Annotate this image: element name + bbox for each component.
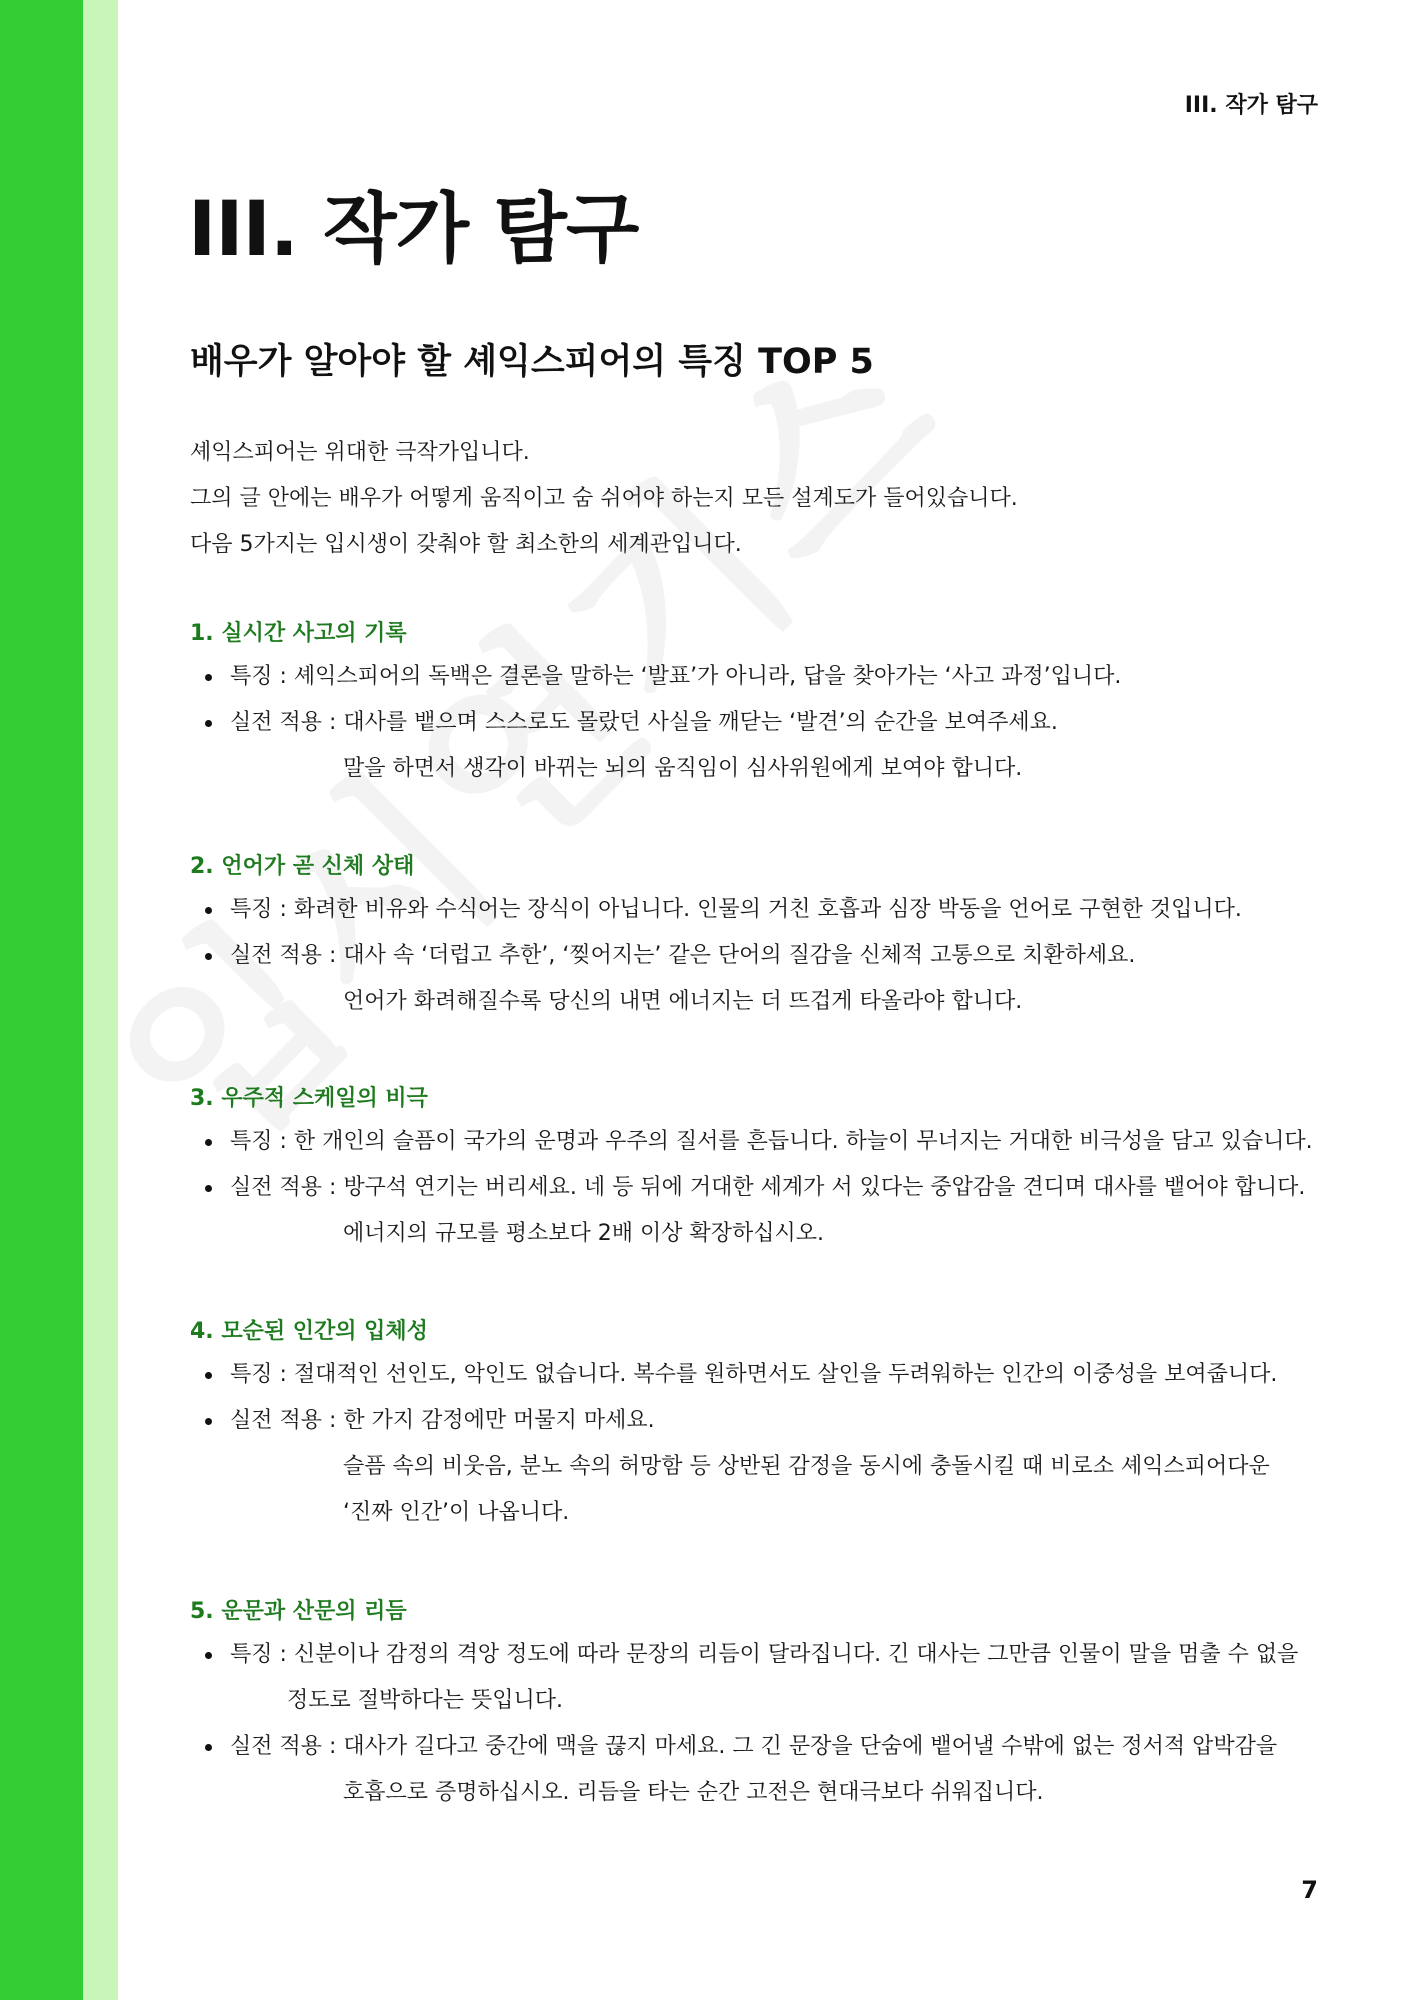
bullet-dot bbox=[205, 1372, 212, 1379]
practice-text: 실전 적용 : 대사가 길다고 중간에 맥을 끊지 마세요. 그 긴 문장을 단숨에 뱉어낼 수밖에 없는 정서적 압박감을 bbox=[230, 1734, 1278, 1759]
practice-text: 실전 적용 : 대사를 뱉으며 스스로도 몰랐던 사실을 깨닫는 ‘발견’의 순간을 보여주세요. bbox=[230, 710, 1058, 735]
page-title: III. 작가 탐구 bbox=[188, 184, 639, 273]
feature-text: 특징 : 신분이나 감정의 격앙 정도에 따라 문장의 리듬이 달라집니다. 긴 대사는 그만큼 인물이 말을 멈출 수 없을 bbox=[230, 1642, 1299, 1667]
bullet-dot bbox=[205, 1139, 212, 1146]
feature-text: 특징 : 화려한 비유와 수식어는 장식이 아닙니다. 인물의 거친 호흡과 심장 박동을 언어로 구현한 것입니다. bbox=[230, 897, 1242, 922]
feature-list bbox=[190, 614, 1340, 1816]
bullet-dot bbox=[205, 1652, 212, 1659]
practice-text: 실전 적용 : 대사 속 ‘더럽고 추한’, ‘찢어지는’ 같은 단어의 질감을 신체적 고통으로 치환하세요. bbox=[230, 943, 1136, 968]
feature-section bbox=[190, 1312, 1340, 1592]
bullet-dot bbox=[205, 1418, 212, 1425]
feature-continuation: 정도로 절박하다는 뜻입니다. bbox=[287, 1688, 564, 1713]
intro-line: 다음 5가지는 입시생이 갖춰야 할 최소한의 세계관입니다. bbox=[190, 532, 742, 557]
intro-line: 그의 글 안에는 배우가 어떻게 움직이고 숨 쉬어야 하는지 모든 설계도가 들어있습니다. bbox=[190, 486, 1018, 511]
section-subtitle: 배우가 알아야 할 셰익스피어의 특징 TOP 5 bbox=[190, 342, 874, 382]
feature-bullet bbox=[190, 887, 1340, 933]
bullet-dot bbox=[205, 953, 212, 960]
feature-section bbox=[190, 1592, 1340, 1816]
practice-text: 실전 적용 : 방구석 연기는 버리세요. 네 등 뒤에 거대한 세계가 서 있다는 중압감을 견디며 대사를 뱉어야 합니다. bbox=[230, 1175, 1306, 1200]
intro-paragraph bbox=[190, 430, 1320, 568]
page-number: 7 bbox=[1301, 1876, 1318, 1904]
feature-section bbox=[190, 1079, 1340, 1312]
practice-bullet bbox=[190, 1724, 1340, 1816]
practice-bullet bbox=[190, 1165, 1340, 1257]
bullet-dot bbox=[205, 720, 212, 727]
intro-line: 셰익스피어는 위대한 극작가입니다. bbox=[190, 440, 530, 465]
feature-bullet bbox=[190, 1119, 1340, 1165]
bullet-dot bbox=[205, 1185, 212, 1192]
practice-continuation: 슬픔 속의 비웃음, 분노 속의 허망함 등 상반된 감정을 동시에 충돌시킬 때 비로소 셰익스피어다운 bbox=[343, 1454, 1270, 1479]
feature-bullet bbox=[190, 1352, 1340, 1398]
feature-section-title: 1. 실시간 사고의 기록 bbox=[190, 621, 407, 646]
feature-section-title: 5. 운문과 산문의 리듬 bbox=[190, 1599, 407, 1624]
bullet-dot bbox=[205, 674, 212, 681]
practice-continuation: 에너지의 규모를 평소보다 2배 이상 확장하십시오. bbox=[343, 1221, 824, 1246]
feature-section-title: 2. 언어가 곧 신체 상태 bbox=[190, 854, 415, 879]
feature-text: 특징 : 절대적인 선인도, 악인도 없습니다. 복수를 원하면서도 살인을 두려워하는 인간의 이중성을 보여줍니다. bbox=[230, 1362, 1278, 1387]
feature-bullet bbox=[190, 1632, 1340, 1724]
practice-text: 실전 적용 : 한 가지 감정에만 머물지 마세요. bbox=[230, 1408, 655, 1433]
feature-text: 특징 : 한 개인의 슬픔이 국가의 운명과 우주의 질서를 흔듭니다. 하늘이 무너지는 거대한 비극성을 담고 있습니다. bbox=[230, 1129, 1313, 1154]
running-header: III. 작가 탐구 bbox=[1184, 93, 1318, 118]
feature-section bbox=[190, 614, 1340, 847]
feature-bullet bbox=[190, 654, 1340, 700]
feature-section-title: 4. 모순된 인간의 입체성 bbox=[190, 1319, 428, 1344]
practice-bullet bbox=[190, 933, 1340, 1025]
feature-text: 특징 : 셰익스피어의 독백은 결론을 말하는 ‘발표’가 아니라, 답을 찾아가는 ‘사고 과정’입니다. bbox=[230, 664, 1122, 689]
bullet-dot bbox=[205, 907, 212, 914]
bullet-dot bbox=[205, 1744, 212, 1751]
practice-continuation: 언어가 화려해질수록 당신의 내면 에너지는 더 뜨겁게 타올라야 합니다. bbox=[343, 989, 1023, 1014]
feature-section bbox=[190, 847, 1340, 1079]
practice-continuation: ‘진짜 인간’이 나옵니다. bbox=[343, 1500, 570, 1525]
practice-continuation: 호흡으로 증명하십시오. 리듬을 타는 순간 고전은 현대극보다 쉬워집니다. bbox=[343, 1780, 1044, 1805]
practice-bullet bbox=[190, 1398, 1340, 1536]
feature-section-title: 3. 우주적 스케일의 비극 bbox=[190, 1086, 428, 1111]
practice-continuation: 말을 하면서 생각이 바뀌는 뇌의 움직임이 심사위원에게 보여야 합니다. bbox=[343, 756, 1023, 781]
practice-bullet bbox=[190, 700, 1340, 792]
